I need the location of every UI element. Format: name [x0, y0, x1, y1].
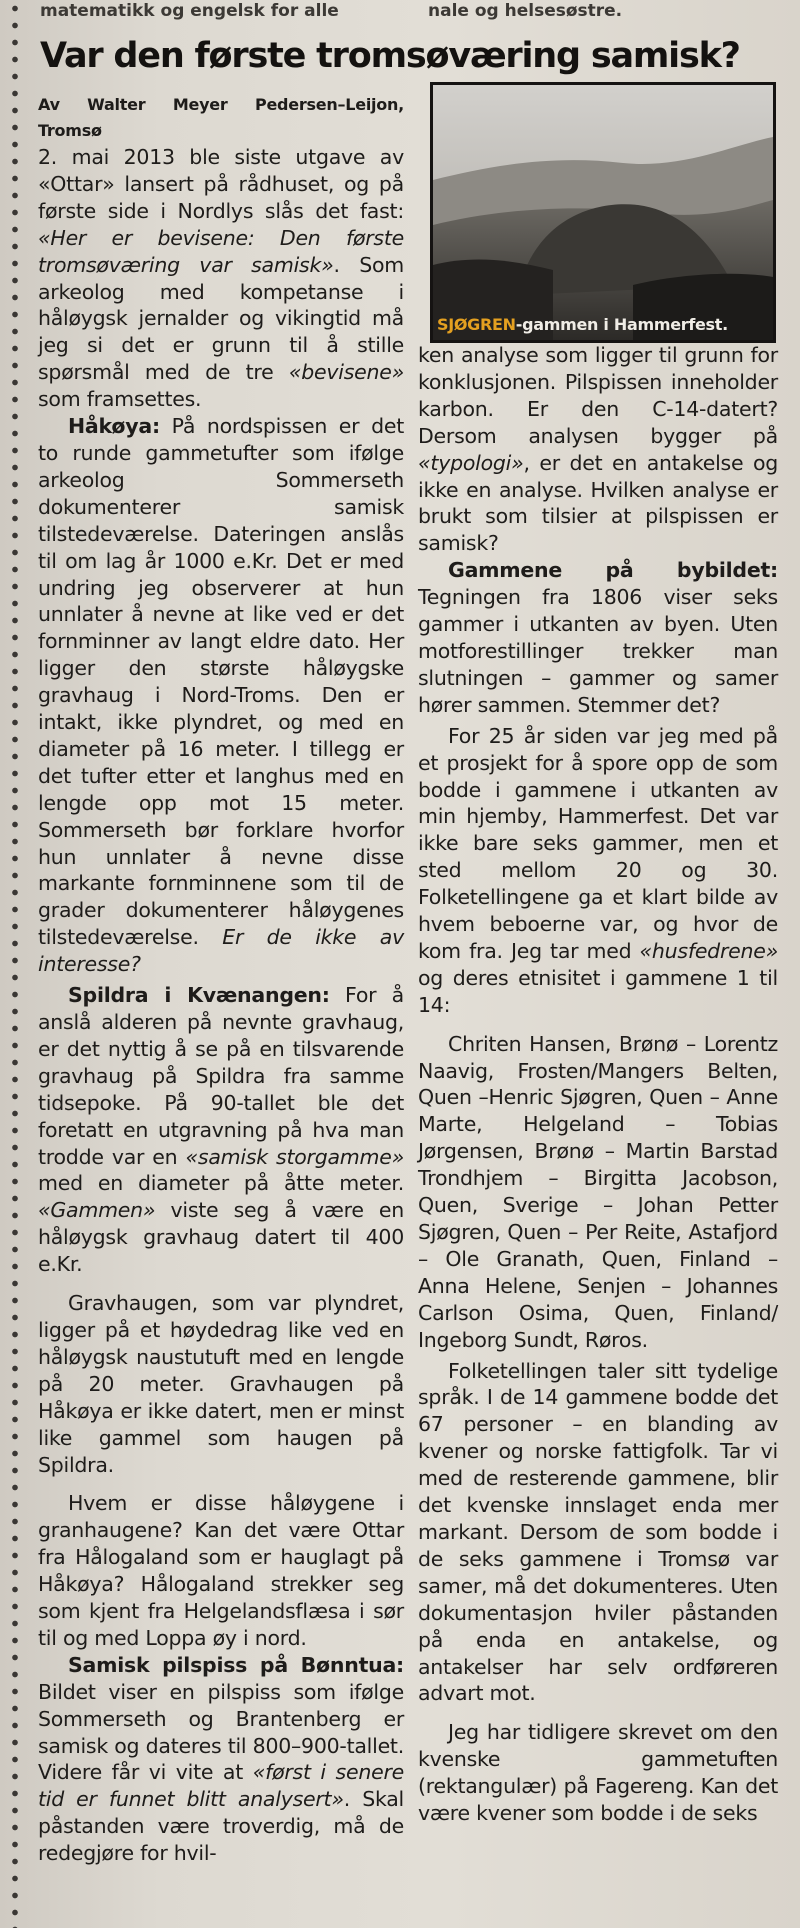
paragraph-husfedre-list: Chriten Hansen, Brønø – Lorentz Naavig, Frosten/Mangers Belten, Quen –Henric Sjøgren, Quen – Anne Marte, Helgeland – Tobias Jørgensen, Brønø – Martin Barstad Trondhjem – Birgitta Jacobson, Quen, Sverige – Johan Petter Sjøgren, Quen – Per Reite, Astafjord – Ole Granath, Quen, Finland – Anna Helene, Senjen – Johannes Carlson Osima, Quen, Finland/ Ingeborg Sundt, Røros. [418, 1031, 778, 1352]
text-run: viste seg å være en håløygsk gravhaug datert til 400 e.Kr. [38, 1198, 404, 1277]
paragraph-gammene [418, 557, 778, 718]
text-run: og deres etnisitet i gammene 1 til 14: [418, 965, 778, 1017]
quote: «Her er bevisene: Den første tromsøværing var samisk» [38, 225, 404, 277]
lead-in: Gammene på bybildet: [448, 558, 778, 583]
top-fragment-left: matematikk og engelsk for alle [40, 1, 339, 20]
text-run: På nordspissen er det to runde gammetufter som ifølge arkeolog Sommerseth dokumenterer samisk tilstedeværelse. Dateringen anslås til om lag år 1000 e.Kr. Det er med undring jeg observerer at hun unnlater å nevne at like ved er det fornminner av langt eldre dato. Her ligger den største håløygske gravhaug i Nord-Troms. Den er intakt, ikke plyndret, og med en diameter på 16 meter. I tillegg er det tufter etter et langhus med en lengde opp mot 15 meter. Sommerseth bør forklare hvorfor hun unnlater å nevne disse markante fornminnene som til de grader dokumenterer håløygenes tilstedeværelse. [38, 414, 404, 950]
quote: «husfedrene» [639, 938, 778, 963]
lead-in: Samisk pilspiss på Bønntua: [68, 1652, 404, 1677]
column-right [418, 92, 778, 1827]
paragraph-gravhaugen: Gravhaugen, som var plyndret, ligger på et høydedrag like ved en håløygsk naustutuft med en lengde på 20 meter. Gravhaugen på Håkøya er ikke datert, men er minst like gammel som haugen på Spildra. [38, 1291, 404, 1477]
text-run: Tegningen fra 1806 viser seks gammer i utkanten av byen. Uten motforestillinger trekker man slutningen – gammer og samer hører sammen. Stemmer det? [418, 585, 778, 717]
text-run: . Skal påstanden være troverdig, må de redegjøre for hvil- [38, 1787, 404, 1866]
paragraph-pilspiss [38, 1652, 404, 1867]
byline: Av Walter Meyer Pedersen–Leijon, Tromsø [38, 95, 404, 140]
paragraph-prosjekt [418, 723, 778, 1019]
paragraph-hakoya [38, 413, 404, 978]
top-fragment-right: nale og helsesøstre. [428, 1, 623, 20]
caption-highlight: SJØGREN [437, 315, 516, 334]
text-run: som framsettes. [38, 387, 202, 412]
text-run: For 25 år siden var jeg med på et prosjekt for å spore opp de som bodde i gammene i utkanten av min hjemby, Hammerfest. Det var ikke bare seks gammer, men et sted mellom 20 og 30. Folketellingene ga et klart bilde av hvem beboerne var, og hvor de kom fra. Jeg tar med [418, 723, 778, 963]
paragraph-spildra [38, 982, 404, 1278]
text-run: Bildet viser en pilspiss som ifølge Sommerseth og Brantenberg er samisk og dateres til 800–900-tallet. Videre får vi vite at [38, 1679, 404, 1785]
perforation-dots [10, 0, 20, 1928]
quote: «først i senere tid er funnet blitt analysert» [38, 1760, 404, 1812]
lead-in: Spildra i Kvænangen: [68, 983, 330, 1008]
text-run: ken analyse som ligger til grunn for konklusjonen. Pilspissen inneholder karbon. Er den C-14-datert? Dersom analysen bygger på [418, 343, 778, 448]
paragraph-fagereng: Jeg har tidligere skrevet om den kvenske gammetuften (rektangulær) på Fagereng. Kan det være kvener som bodde i de seks [418, 1720, 778, 1826]
paragraph-hvem: Hvem er disse håløygene i granhaugene? Kan det være Ottar fra Hålogaland som er hauglagt på Håkøya? Hålogaland strekker seg som kjent fra Helgelandsflæsa i sør til og med Loppa øy i nord. [38, 1491, 404, 1650]
column-left [38, 92, 404, 1867]
quote: «Gammen» [38, 1198, 156, 1223]
text-run: med en diameter på åtte meter. [38, 1171, 404, 1196]
paragraph-intro [38, 144, 404, 413]
lead-in: Håkøya: [68, 414, 160, 439]
quote: «bevisene» [288, 360, 404, 385]
paragraph-folketellingen: Folketellingen taler sitt tydelige språk. I de 14 gammene bodde det 67 personer – en blanding av kvener og norske fattigfolk. Tar vi med de resterende gammene, blir det kvenske innslaget enda mer markant. Dersom de som bodde i de seks gammene i Tromsø var samer, må det dokumenteres. Uten dokumentasjon hviler påstanden på enda en antakelse, og antakelser har selv ordføreren advart mot. [418, 1358, 778, 1706]
text-run: . Som arkeolog med kompetanse i håløygsk jernalder og vikingtid må jeg si det er grunn til å stille spørsmål med de tre [38, 252, 404, 385]
caption-text: -gammen i Hammerfest. [515, 315, 728, 334]
text-run: , er det en antakelse og ikke en analyse. Hvilken analyse er brukt som tilsier at pilspissen er samisk? [418, 450, 778, 556]
quote: «typologi» [418, 450, 524, 475]
text-run: 2. mai 2013 ble siste utgave av «Ottar» lansert på rådhuset, og på første side i Nordlys slås det fast: [38, 145, 404, 223]
headline: Var den første tromsøværing samisk? [40, 36, 740, 76]
paragraph-analyse [418, 342, 778, 557]
quote: Er de ikke av interesse? [38, 925, 404, 977]
quote: «samisk storgamme» [185, 1144, 404, 1169]
text-run: For å anslå alderen på nevnte gravhaug, er det nyttig å se på en tilsvarende gravhaug på Spildra fra samme tidsepoke. På 90-tallet ble det foretatt en utgravning på hva man trodde var en [38, 983, 404, 1169]
